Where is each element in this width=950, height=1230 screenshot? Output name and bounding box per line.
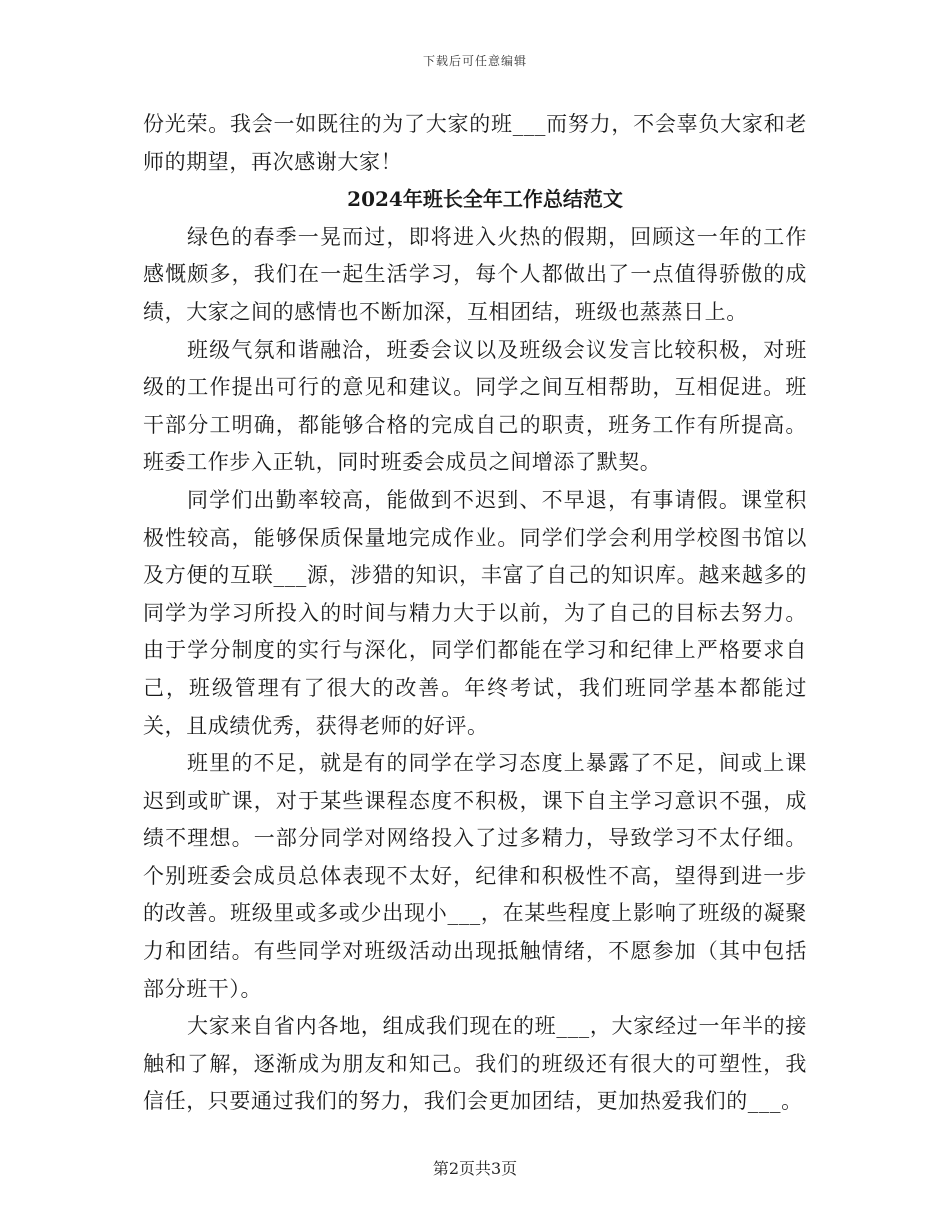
page-header: 下载后可任意编辑 <box>422 54 527 68</box>
paragraph-3: 同学们出勤率较高，能做到不迟到、不早退，有事请假。课堂积极性较高，能够保质保量地完成作业。同学们学会利用学校图书馆以及方便的互联___源，涉猎的知识，丰富了自己的知识库。越来越多的同学为学习所投入的时间与精力大于以前，为了自己的目标去努力。由于学分制度的实行与深化，同学们都能在学习和纪律上严格要求自己，班级管理有了很大的改善。年终考试，我们班同学基本都能过关，且成绩优秀，获得老师的好评。 <box>143 487 807 738</box>
continuation-paragraph: 份光荣。我会一如既往的为了大家的班___而努力，不会辜负大家和老师的期望，再次感谢大家！ <box>143 112 807 174</box>
document-title: 2024年班长全年工作总结范文 <box>347 187 623 212</box>
paragraph-4: 班里的不足，就是有的同学在学习态度上暴露了不足，间或上课迟到或旷课，对于某些课程态度不积极，课下自主学习意识不强，成绩不理想。一部分同学对网络投入了过多精力，导致学习不太仔细。个别班委会成员总体表现不太好，纪律和积极性不高，望得到进一步的改善。班级里或多或少出现小___，在某些程度上影响了班级的凝聚力和团结。有些同学对班级活动出现抵触情绪，不愿参加（其中包括部分班干）。 <box>143 751 807 1001</box>
document-body <box>143 106 807 1121</box>
paragraph-5: 大家来自省内各地，组成我们现在的班___，大家经过一年半的接触和了解，逐渐成为朋友和知己。我们的班级还有很大的可塑性，我信任，只要通过我们的努力，我们会更加团结，更加热爱我们的___。 <box>143 1014 807 1114</box>
paragraph-2: 班级气氛和谐融洽，班委会议以及班级会议发言比较积极，对班级的工作提出可行的意见和建议。同学之间互相帮助，互相促进。班干部分工明确，都能够合格的完成自己的职责，班务工作有所提高。班委工作步入正轨，同时班委会成员之间增添了默契。 <box>143 337 807 475</box>
paragraph-1: 绿色的春季一晃而过，即将进入火热的假期，回顾这一年的工作感慨颇多，我们在一起生活学习，每个人都做出了一点值得骄傲的成绩，大家之间的感情也不断加深，互相团结，班级也蒸蒸日上。 <box>143 224 807 324</box>
page-footer: 第2页共3页 <box>432 1159 518 1178</box>
